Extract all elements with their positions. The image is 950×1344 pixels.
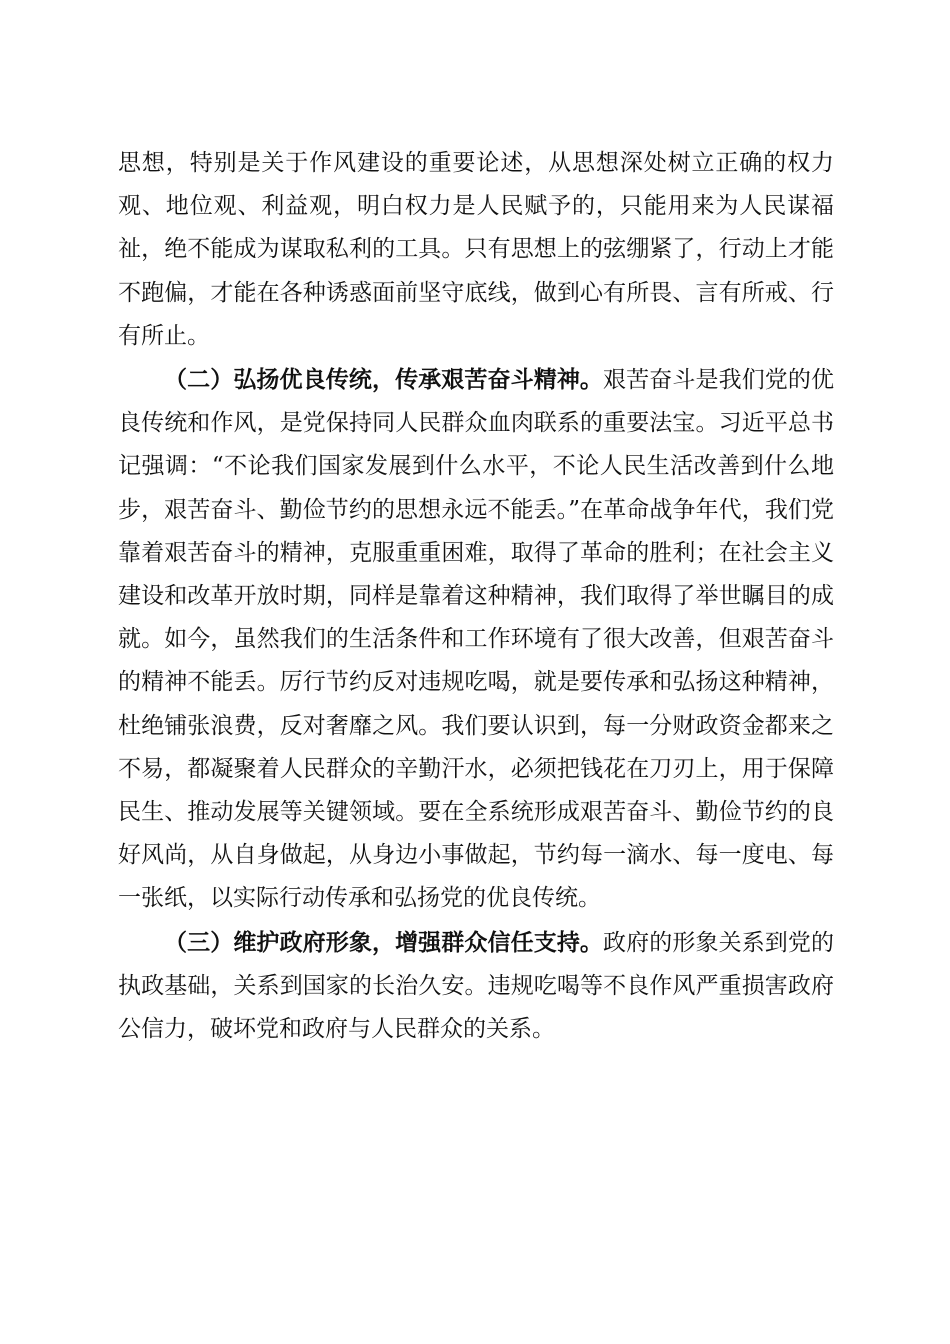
paragraph-text: 政府的形象关系到党的执政基础，关系到国家的长治久安。违规吃喝等不良作风严重损害政府公信力，破坏党和政府与人民群众的关系。	[118, 929, 835, 1043]
paragraph-continuation	[118, 142, 834, 358]
paragraph-text: 艰苦奋斗是我们党的优良传统和作风，是党保持同人民群众血肉联系的重要法宝。习近平总书记强调：“不论我们国家发展到什么水平，不论人民生活改善到什么地步，艰苦奋斗、勤俭节约的思想永远不能丢。”在革命战争年代，我们党靠着艰苦奋斗的精神，克服重重困难，取得了革命的胜利；在社会主义建设和改革开放时期，同样是靠着这种精神，我们取得了举世瞩目的成就。如今，虽然我们的生活条件和工作环境有了很大改善，但艰苦奋斗的精神不能丢。厉行节约反对违规吃喝，就是要传承和弘扬这种精神，杜绝铺张浪费，反对奢靡之风。我们要认识到，每一分财政资金都来之不易，都凝聚着人民群众的辛勤汗水，必须把钱花在刀刃上，用于保障民生、推动发展等关键领域。要在全系统形成艰苦奋斗、勤俭节约的良好风尚，从自身做起，从身边小事做起，节约每一滴水、每一度电、每一张纸，以实际行动传承和弘扬党的优良传统。	[118, 367, 835, 912]
section-heading: （三）维护政府形象，增强群众信任支持。	[164, 928, 604, 956]
paragraph-section-2	[118, 358, 834, 921]
document-page	[118, 142, 834, 1051]
section-heading: （二）弘扬优良传统，传承艰苦奋斗精神。	[164, 366, 604, 394]
paragraph-text: 思想，特别是关于作风建设的重要论述，从思想深处树立正确的权力观、地位观、利益观，明白权力是人民赋予的，只能用来为人民谋福祉，绝不能成为谋取私利的工具。只有思想上的弦绷紧了，行动上才能不跑偏，才能在各种诱惑面前坚守底线，做到心有所畏、言有所戒、行有所止。	[118, 150, 834, 349]
paragraph-section-3	[118, 921, 834, 1052]
